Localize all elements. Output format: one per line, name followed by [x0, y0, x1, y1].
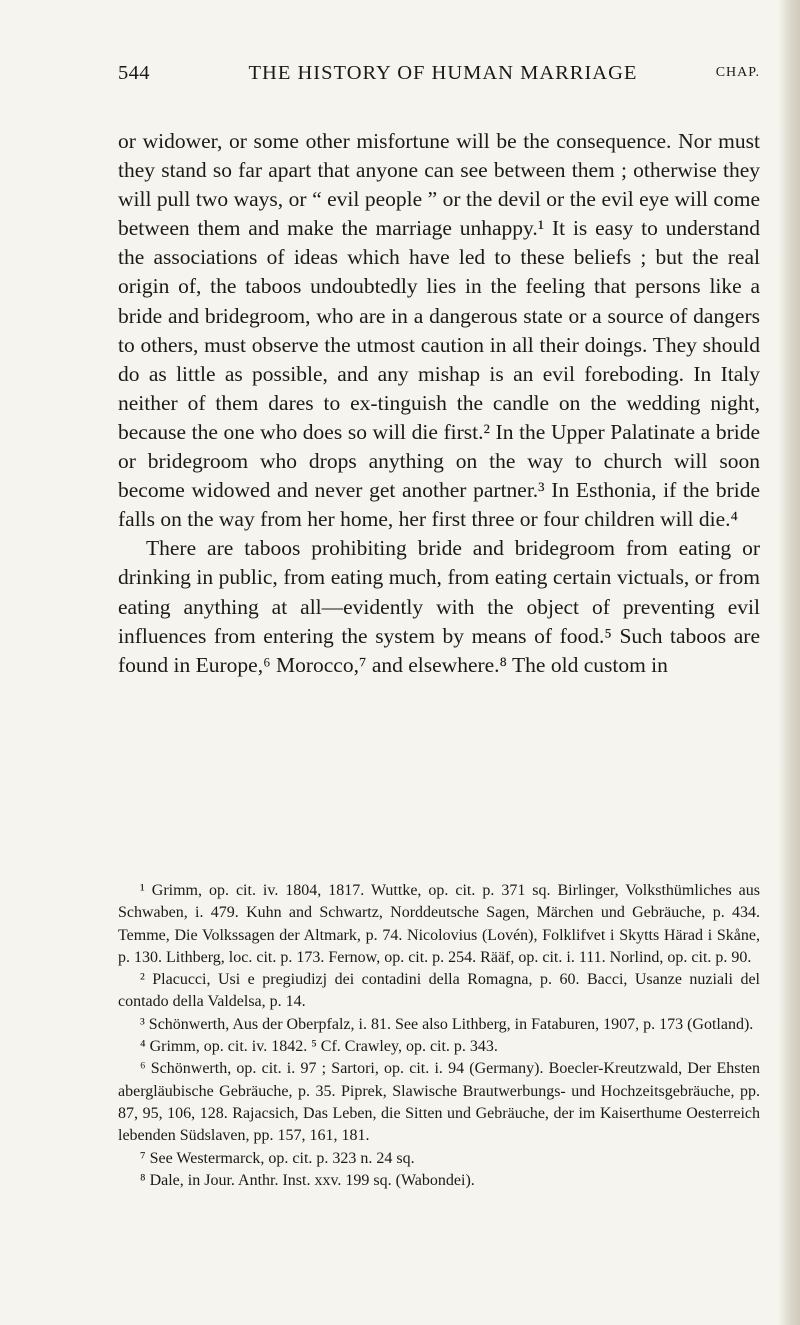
- footnote-7: ⁷ See Westermarck, op. cit. p. 323 n. 24 sq.: [140, 1149, 415, 1167]
- footnotes: [118, 880, 760, 1192]
- chapter-label: CHAP.: [715, 65, 760, 80]
- footnote-2: ² Placucci, Usi e pregiudizj dei contadini della Romagna, p. 60. Bacci, Usanze nuziali del contado della Valdelsa, p. 14.: [118, 971, 760, 1011]
- page-number: 544: [118, 62, 150, 84]
- footnote-8: ⁸ Dale, in Jour. Anthr. Inst. xxv. 199 sq. (Wabondei).: [140, 1171, 475, 1189]
- paragraph-1: or widower, or some other misfortune will be the consequence. Nor must they stand so far apart that anyone can see between them ; otherwise they will pull two ways, or “ evil people ” or the devil or the evil eye will come between them and make the marriage unhappy.¹ It is easy to understand the associations of ideas which have led to these beliefs ; but the real origin of, the taboos undoubtedly lies in the feeling that persons like a bride and bridegroom, who are in a dangerous state or a source of dangers to others, must observe the utmost caution in all their doings. They should do as little as possible, and any mishap is an evil foreboding. In Italy neither of them dares to ex-tinguish the candle on the wedding night, because the one who does so will die first.² In the Upper Palatinate a bride or bridegroom who drops anything on the way to church will soon become widowed and never get another partner.³ In Esthonia, if the bride falls on the way from her home, her first three or four children will die.⁴: [118, 129, 760, 532]
- footnote-4-5: ⁴ Grimm, op. cit. iv. 1842. ⁵ Cf. Crawley, op. cit. p. 343.: [140, 1038, 498, 1056]
- page-header: [118, 62, 760, 92]
- footnote-3: ³ Schönwerth, Aus der Oberpfalz, i. 81. See also Lithberg, in Fataburen, 1907, p. 173 (Gotland).: [140, 1015, 754, 1033]
- running-title: THE HISTORY OF HUMAN MARRIAGE: [248, 62, 638, 84]
- footnote-6: ⁶ Schönwerth, op. cit. i. 97 ; Sartori, op. cit. i. 94 (Germany). Boecler-Kreutzwald, Der Ehsten abergläubische Gebräuche, p. 35. Piprek, Slawische Brautwerbungs- und Hochzeitsgebräuche, pp. 87, 95, 106, 128. Rajacsich, Das Leben, die Sitten und Gebräuche, der im Kaiserthume Oesterreich lebenden Südslaven, pp. 157, 161, 181.: [118, 1060, 760, 1145]
- body-text: [118, 127, 760, 680]
- paragraph-2: There are taboos prohibiting bride and bridegroom from eating or drinking in public, from eating much, from eating certain victuals, or from eating anything at all—evidently with the object of preventing evil influences from entering the system by means of food.⁵ Such taboos are found in Europe,⁶ Morocco,⁷ and elsewhere.⁸ The old custom in: [118, 536, 760, 677]
- page-edge-shadow: [778, 0, 800, 1325]
- footnote-1: ¹ Grimm, op. cit. iv. 1804, 1817. Wuttke, op. cit. p. 371 sq. Birlinger, Volksthümliches aus Schwaben, i. 479. Kuhn and Schwartz, Norddeutsche Sagen, Märchen und Gebräuche, p. 434. Temme, Die Volkssagen der Altmark, p. 74. Nicolovius (Lovén), Folklifvet i Skytts Härad i Skåne, p. 130. Lithberg, loc. cit. p. 173. Fernow, op. cit. p. 254. Rääf, op. cit. i. 111. Norlind, op. cit. p. 90.: [118, 882, 760, 966]
